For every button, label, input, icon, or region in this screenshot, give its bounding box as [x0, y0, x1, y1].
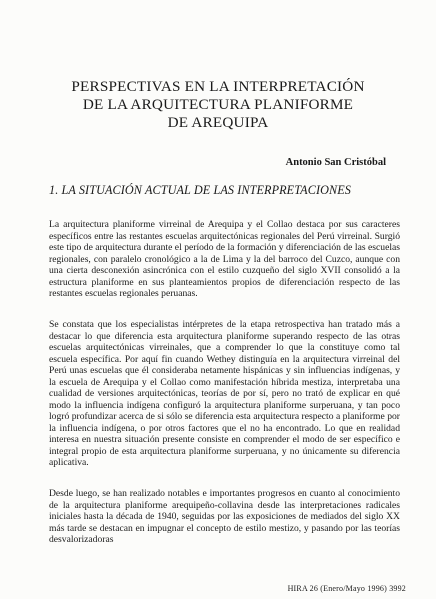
body-paragraph-1: La arquitectura planiforme virreinal de Arequipa y el Collao destaca por sus caracteres específicos entre las restantes escuelas arquitectónicas regionales del Perú virreinal. Surgió este tipo de arquitectura durante el período de la formación y diferenciación de las escuelas regionales, con paralelo cronológico a la de Lima y la del barroco del Cuzco, aunque con una cierta desconexión asincrónica con el estilo cuzqueño del siglo XVII consolidó a la estructura planiforme en sus planteamientos propios de diferenciación respecto de las restantes escuelas regionales peruanas.	[49, 219, 400, 299]
article-title	[40, 78, 396, 132]
body-paragraph-3: Desde luego, se han realizado notables e importantes progresos en cuanto al conocimiento de la arquitectura planiforme arequipeño-collavina desde las interpretaciones radicales iniciales hasta la década de 1940, seguidas por las exposiciones de mediados del siglo XX más tarde se destacan en impugnar el concepto de estilo mestizo, y pasando por las teorías desvalorizadoras	[49, 488, 400, 545]
author-name: Antonio San Cristóbal	[285, 157, 386, 168]
section-heading: 1. LA SITUACIÓN ACTUAL DE LAS INTERPRETACIONES	[49, 183, 351, 197]
body-paragraph-2: Se constata que los especialistas intérpretes de la etapa retrospectiva han tratado más a destacar lo que diferencia esta arquitectura planiforme superando respecto de las otras escuelas arquitectónicas virreinales, que a comprender lo que la constituye como tal escuela específica. Por aquí fin cuando Wethey distinguía en la arquitectura virreinal del Perú unas escuelas que él consideraba netamente hispánicas y sin influencias indígenas, y la escuela de Arequipa y el Collao como manifestación híbrida mestiza, interpretaba una cualidad de versiones arquitectónicas, teorías de por sí, pero no trató de explicar en qué modo la influencia indígena configuró la arquitectura planiforme surperuana, y tan poco logró profundizar acerca de si sólo se diferencia esta arquitectura respecto a planiforme por la influencia indígena, o por otros factores que el no ha encontrado. Lo que en realidad interesa en nuestra situación presente consiste en comprender el modo de ser específico e integral propio de esta arquitectura planiforme surperuana, y no únicamente su diferencia aplicativa.	[49, 319, 400, 468]
title-line-1: PERSPECTIVAS EN LA INTERPRETACIÓN	[71, 78, 365, 95]
title-line-3: DE AREQUIPA	[167, 114, 269, 131]
page-footer: HIRA 26 (Enero/Mayo 1996) 3992	[287, 584, 406, 593]
title-line-2: DE LA ARQUITECTURA PLANIFORME	[82, 96, 354, 113]
